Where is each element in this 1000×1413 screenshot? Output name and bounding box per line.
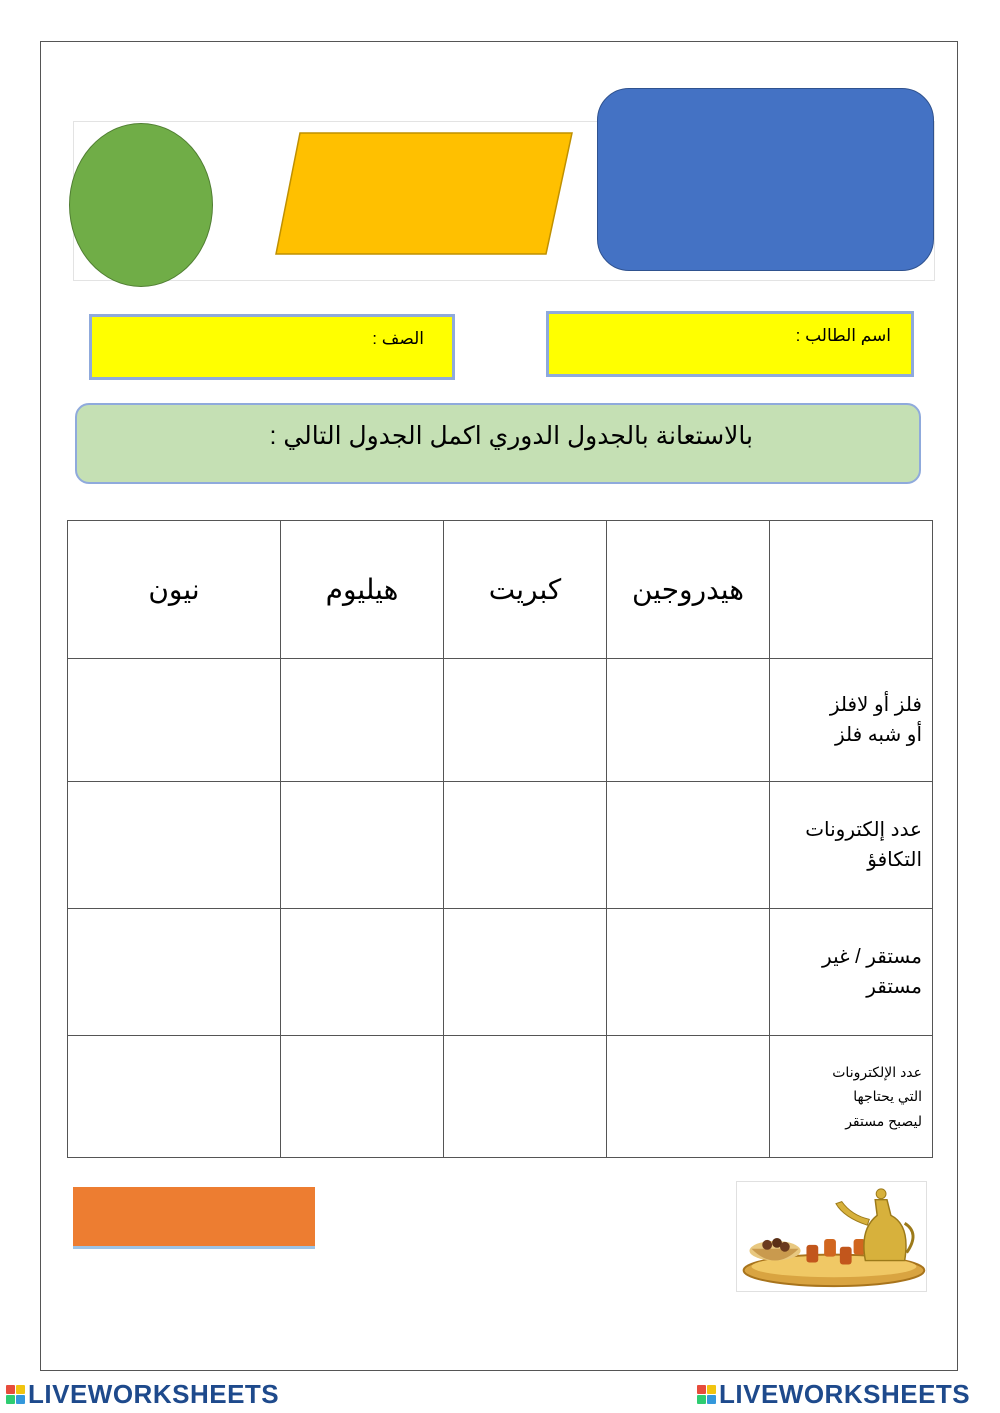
liveworksheets-logo-icon (697, 1385, 716, 1404)
answer-cell[interactable] (281, 782, 444, 909)
answer-cell[interactable] (444, 659, 607, 782)
answer-cell[interactable] (68, 782, 281, 909)
answer-cell[interactable] (444, 782, 607, 909)
liveworksheets-logo-icon (6, 1385, 25, 1404)
answer-cell[interactable] (444, 1036, 607, 1158)
student-name-label: اسم الطالب : (795, 326, 891, 345)
answer-cell[interactable] (281, 909, 444, 1036)
orange-bar (73, 1187, 315, 1249)
element-neon: نيون (68, 521, 281, 659)
yellow-parallelogram-shape (274, 128, 574, 258)
answer-cell[interactable] (68, 1036, 281, 1158)
answer-cell[interactable] (281, 1036, 444, 1158)
green-oval-shape (69, 123, 213, 287)
class-field[interactable] (89, 314, 455, 380)
answer-cell[interactable] (607, 909, 770, 1036)
answer-cell[interactable] (607, 659, 770, 782)
footer-logo-text: LIVEWORKSHEETS (28, 1378, 280, 1409)
footer-logo-right (697, 1379, 970, 1409)
blue-rounded-box-shape (597, 88, 934, 271)
answer-cell[interactable] (281, 659, 444, 782)
row-label-electrons-needed: عدد الإلكترونات التي يحتاجها ليصبح مستقر (770, 1036, 933, 1158)
student-name-field[interactable] (546, 311, 914, 377)
table-header-row (68, 521, 933, 659)
table-row (68, 782, 933, 909)
element-sulfur: كبريت (444, 521, 607, 659)
row-label-stability: مستقر / غير مستقر (770, 909, 933, 1036)
element-helium: هيليوم (281, 521, 444, 659)
instruction-box (75, 403, 921, 484)
row-label-valence-electrons: عدد إلكترونات التكافؤ (770, 782, 933, 909)
element-hydrogen: هيدروجين (607, 521, 770, 659)
answer-cell[interactable] (607, 1036, 770, 1158)
answer-cell[interactable] (444, 909, 607, 1036)
answer-cell[interactable] (607, 782, 770, 909)
instruction-text: بالاستعانة بالجدول الدوري اكمل الجدول التالي : (269, 422, 753, 450)
footer-logo-text: LIVEWORKSHEETS (719, 1378, 971, 1409)
header-corner-cell (770, 521, 933, 659)
table-row (68, 1036, 933, 1158)
table-row (68, 659, 933, 782)
arabic-coffee-tray-icon (736, 1181, 927, 1292)
table-row (68, 909, 933, 1036)
footer-logo-left (6, 1379, 279, 1409)
class-label: الصف : (372, 329, 424, 348)
answer-cell[interactable] (68, 909, 281, 1036)
elements-table (67, 520, 933, 1158)
answer-cell[interactable] (68, 659, 281, 782)
row-label-metal-type: فلز أو لافلز أو شبه فلز (770, 659, 933, 782)
